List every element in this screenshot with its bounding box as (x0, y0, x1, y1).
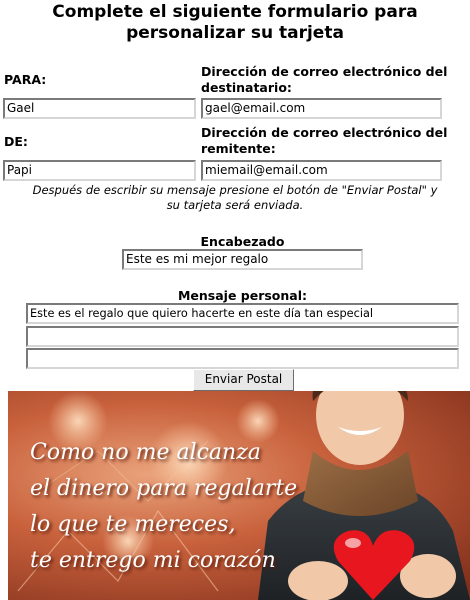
send-postcard-button[interactable]: Enviar Postal (193, 369, 294, 391)
instructions-note (0, 183, 470, 213)
postcard-line-4: te entrego mi corazón (30, 548, 276, 573)
postcard-line-2: el dinero para regalarte (30, 476, 298, 501)
message-label: Mensaje personal: (177, 288, 308, 303)
from-email-input[interactable]: miemail@email.com (201, 160, 442, 181)
from-email-label-line-1: Dirección de correo electrónico del (201, 125, 448, 140)
header-input[interactable]: Este es mi mejor regalo (122, 249, 363, 270)
title-line-1: Complete el siguiente formulario para (52, 2, 418, 22)
header-label: Encabezado (200, 234, 285, 249)
to-email-input[interactable]: gael@email.com (201, 98, 442, 119)
to-email-label (201, 64, 469, 96)
to-email-label-line-1: Dirección de correo electrónico del (201, 64, 448, 79)
note-line-2: su tarjeta será enviada. (166, 198, 304, 212)
message-line-3-input[interactable] (26, 348, 459, 369)
message-line-1-input[interactable]: Este es el regalo que quiero hacerte en este día tan especial (26, 303, 459, 324)
from-label: DE: (4, 134, 28, 149)
postcard-line-3: lo que te mereces, (30, 512, 236, 537)
postcard-message (30, 435, 350, 579)
message-line-2-input[interactable] (26, 326, 459, 347)
to-email-label-line-2: destinatario: (201, 80, 292, 95)
from-name-input[interactable]: Papi (3, 160, 196, 181)
postcard-image (8, 391, 470, 600)
form-title (0, 2, 470, 44)
from-email-label-line-2: remitente: (201, 141, 276, 156)
to-label: PARA: (4, 72, 47, 87)
postcard-line-1: Como no me alcanza (30, 440, 261, 465)
note-line-1: Después de escribir su mensaje presione el botón de "Enviar Postal" y (32, 183, 438, 197)
title-line-2: personalizar su tarjeta (126, 23, 344, 43)
to-name-input[interactable]: Gael (3, 98, 196, 119)
from-email-label (201, 125, 469, 157)
